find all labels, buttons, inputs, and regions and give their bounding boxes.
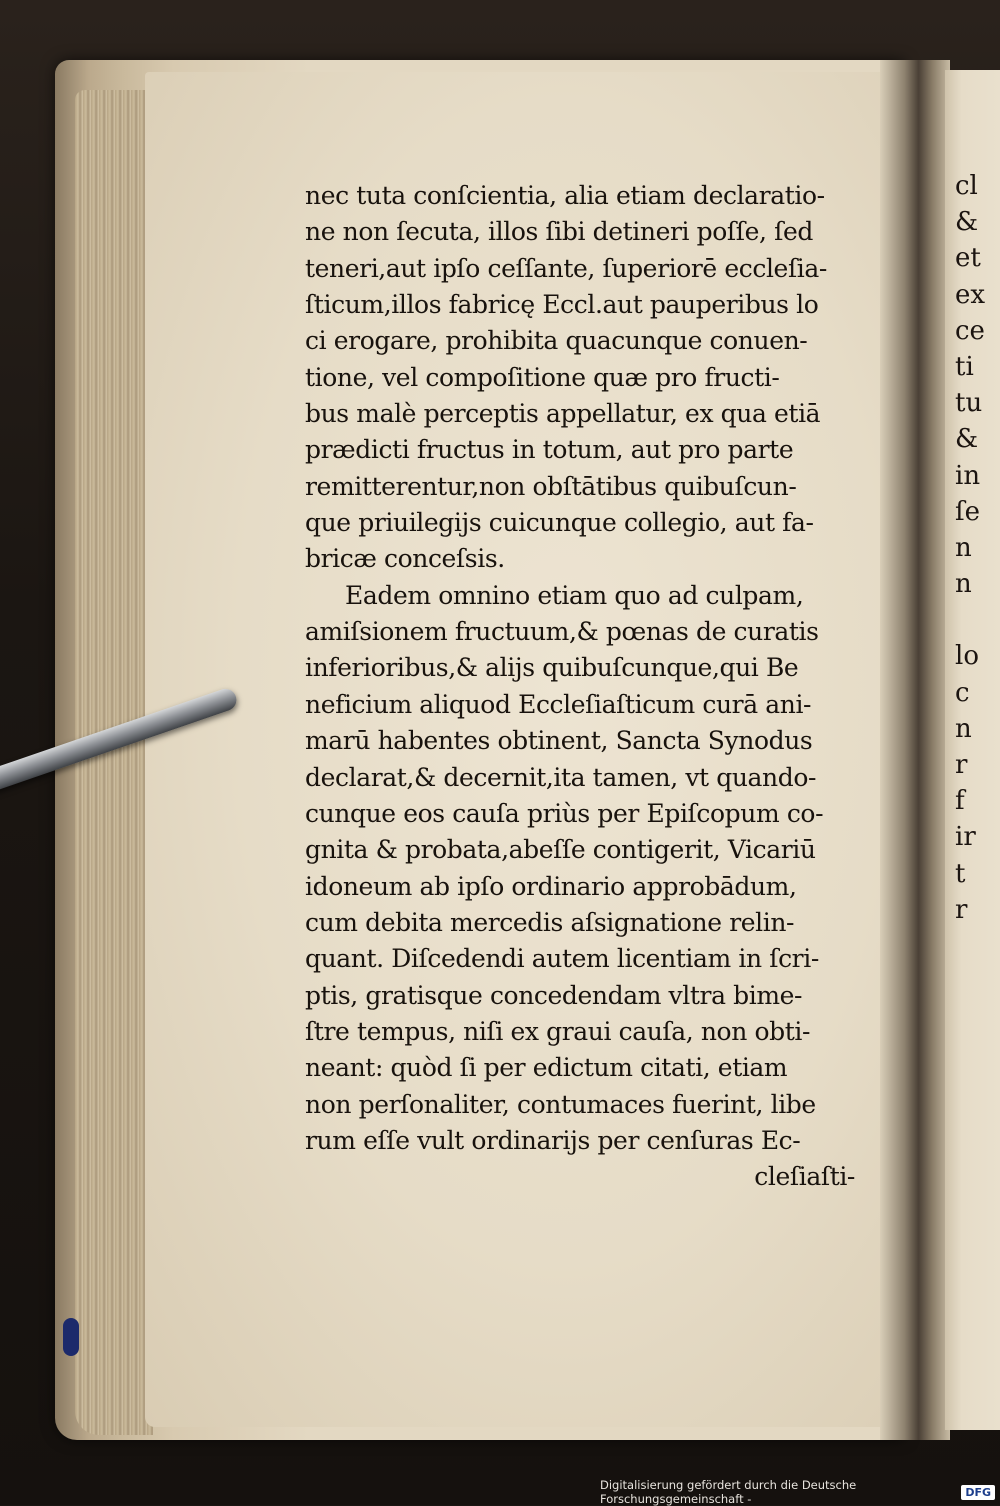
text-line: cum debita mercedis aſsignatione relin- [305, 907, 795, 937]
right-fragment-line: n [955, 713, 972, 744]
right-fragment-line: ti [955, 351, 974, 382]
text-line: bus malè perceptis appellatur, ex qua etiā [305, 399, 821, 429]
dfg-logo: DFG [961, 1485, 995, 1500]
text-line: teneri,aut ipſo ceſſante, ſuperiorē eccleſia- [305, 253, 827, 283]
text-line: Eadem omnino etiam quo ad culpam, [345, 580, 804, 610]
right-fragment-line: cl [955, 171, 978, 201]
text-line: non perſonaliter, contumaces fuerint, libe [305, 1089, 816, 1119]
text-line: tione, vel compoſitione quæ pro fructi- [305, 362, 780, 392]
right-fragment-line: r [955, 894, 968, 925]
text-line: neficium aliquod Eccleſiaſticum curā ani- [305, 689, 812, 719]
text-line: declarat,& decernit,ita tamen, vt quando- [305, 762, 817, 792]
right-fragment-line: et [955, 243, 981, 274]
text-line: remitterentur,non obſtātibus quibuſcun- [305, 471, 797, 501]
text-line: nec tuta conſcientia, alia etiam declaratio- [305, 181, 825, 210]
text-line: bricæ conceſsis. [305, 544, 505, 574]
text-line: que priuilegijs cuicunque collegio, aut fa- [305, 508, 814, 538]
right-page-text-fragment [955, 168, 1000, 928]
text-line: ne non ſecuta, illos ſibi detineri poſſe, ſed [305, 217, 813, 247]
right-fragment-line: n [955, 569, 972, 600]
text-line: ſtre tempus, niſi ex graui cauſa, non obti- [305, 1016, 811, 1046]
right-fragment-line: ir [955, 822, 976, 853]
text-line: prædicti fructus in totum, aut pro parte [305, 435, 794, 465]
book-gutter [880, 60, 950, 1440]
right-fragment-line: ce [955, 315, 985, 346]
right-fragment-line: tu [955, 388, 983, 419]
right-fragment-line [955, 602, 1000, 638]
text-line: gnita & probata,abeſſe contigerit, Vicariū [305, 835, 816, 865]
footer-credit-text: Digitalisierung gefördert durch die Deutsche Forschungsgemeinschaft - [600, 1478, 857, 1506]
right-fragment-line: c [955, 677, 970, 708]
right-fragment-line: in [955, 460, 981, 491]
catchword: cleſiaſti- [754, 1162, 855, 1192]
footer-credit [600, 1478, 995, 1506]
right-fragment-line: n [955, 532, 972, 563]
text-line: amiſsionem fructuum,& pœnas de curatis [305, 617, 819, 647]
blue-library-mark [63, 1318, 79, 1356]
text-line: ſticum,illos fabricę Eccl.aut pauperibus lo [305, 290, 819, 320]
right-fragment-line: ſe [955, 496, 981, 527]
right-fragment-line: & [955, 207, 979, 238]
page-stack-edges [75, 90, 153, 1435]
text-line: marū habentes obtinent, Sancta Synodus [305, 726, 813, 756]
text-line: ci erogare, prohibita quacunque conuen- [305, 326, 808, 356]
text-line: idoneum ab ipſo ordinario approbādum, [305, 871, 797, 901]
right-fragment-line: & [955, 424, 979, 455]
text-line: inferioribus,& alijs quibuſcunque,qui Be [305, 653, 799, 683]
page-text-block [305, 178, 855, 1196]
right-fragment-line: ex [955, 279, 986, 310]
right-fragment-line: f [955, 786, 965, 817]
text-line: cunque eos cauſa priùs per Epiſcopum co- [305, 798, 824, 828]
right-fragment-line: r [955, 750, 968, 780]
right-fragment-line: t [955, 858, 966, 889]
text-line: quant. Diſcedendi autem licentiam in ſcri- [305, 944, 819, 974]
right-fragment-line: lo [955, 641, 979, 672]
text-line: ptis, gratisque concedendam vltra bime- [305, 980, 803, 1010]
text-line: rum eſſe vult ordinarijs per cenſuras Ec- [305, 1125, 801, 1155]
text-line: neant: quòd ſi per edictum citati, etiam [305, 1053, 788, 1083]
